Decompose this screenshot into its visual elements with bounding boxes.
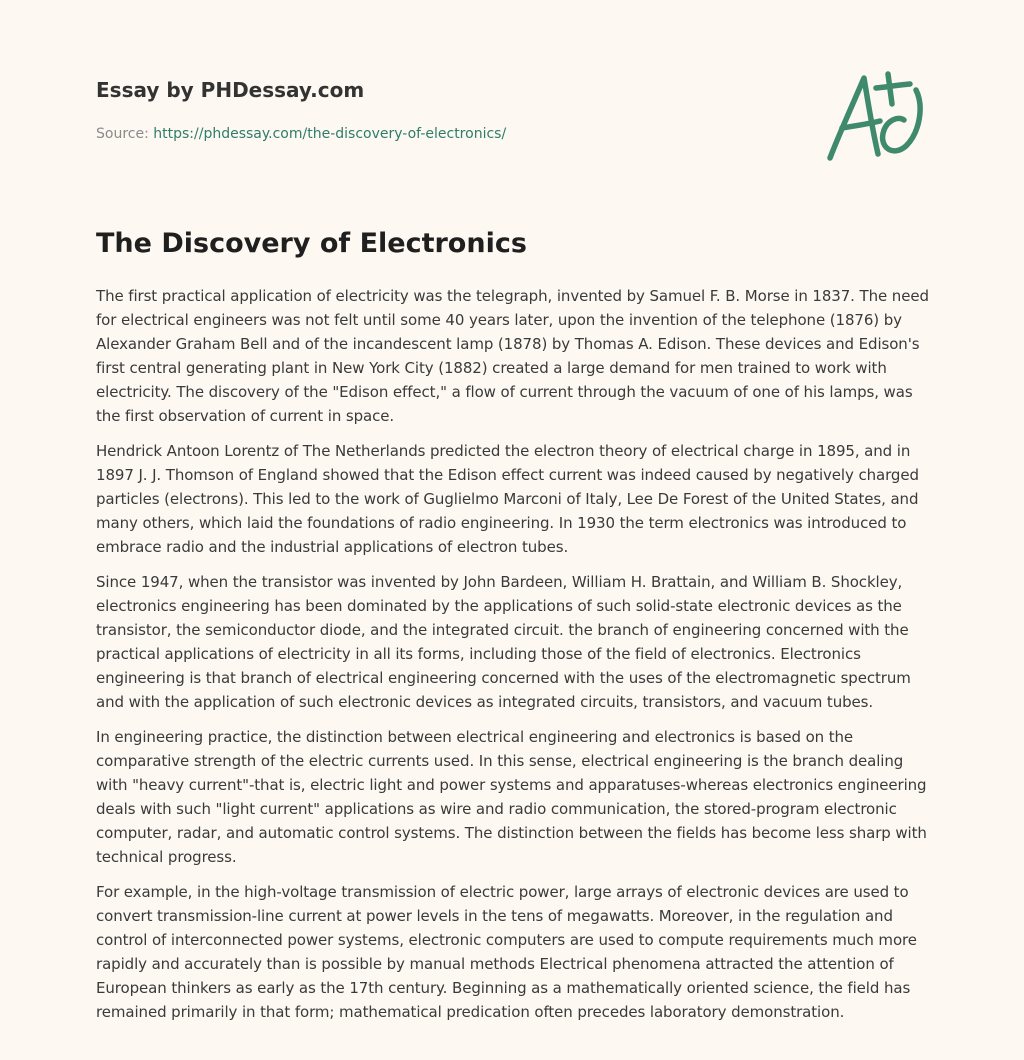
- essay-title: The Discovery of Electronics: [96, 228, 527, 259]
- source-label: Source:: [96, 126, 154, 142]
- source-link[interactable]: https://phdessay.com/the-discovery-of-electronics/: [153, 126, 507, 142]
- a-plus-grade-icon: [820, 66, 930, 166]
- essay-paragraph: The first practical application of electricity was the telegraph, invented by Samuel F. B. Morse in 1837. The need for electrical engineers was not felt until some 40 years later, upon the invention of the telephone (1876) by Alexander Graham Bell and of the incandescent lamp (1878) by Thomas A. Edison. These devices and Edison's first central generating plant in New York City (1882) created a large demand for men trained to work with electricity. The discovery of the "Edison effect," a flow of current through the vacuum of one of his lamps, was the first observation of current in space.: [96, 287, 929, 425]
- essay-body: [96, 284, 930, 1035]
- source-line: [96, 124, 796, 144]
- essay-paragraph: Hendrick Antoon Lorentz of The Netherlands predicted the electron theory of electrical charge in 1895, and in 1897 J. J. Thomson of England showed that the Edison effect current was indeed caused by negatively charged particles (electrons). This led to the work of Guglielmo Marconi of Italy, Lee De Forest of the United States, and many others, which laid the foundations of radio engineering. In 1930 the term electronics was introduced to embrace radio and the industrial applications of electron tubes.: [96, 442, 919, 556]
- page-header: [96, 76, 796, 144]
- essay-paragraph: For example, in the high-voltage transmission of electric power, large arrays of electronic devices are used to convert transmission-line current at power levels in the tens of megawatts. Moreover, in the regulation and control of interconnected power systems, electronic computers are used to compute requirements much more rapidly and accurately than is possible by manual methods Electrical phenomena attracted the attention of European thinkers as early as the 17th century. Beginning as a mathematically oriented science, the field has remained primarily in that form; mathematical predication often precedes laboratory demonstration.: [96, 883, 917, 1021]
- brand-title: Essay by PHDessay.com: [96, 78, 365, 102]
- essay-paragraph: Since 1947, when the transistor was invented by John Bardeen, William H. Brattain, and William B. Shockley, electronics engineering has been dominated by the applications of such solid-state electronic devices as the transistor, the semiconductor diode, and the integrated circuit. the branch of engineering concerned with the practical applications of electricity in all its forms, including those of the field of electronics. Electronics engineering is that branch of electrical engineering concerned with the uses of the electromagnetic spectrum and with the application of such electronic devices as integrated circuits, transistors, and vacuum tubes.: [96, 573, 911, 711]
- essay-paragraph: In engineering practice, the distinction between electrical engineering and electronics is based on the comparative strength of the electric currents used. In this sense, electrical engineering is the branch dealing with "heavy current"-that is, electric light and power systems and apparatuses-whereas electronics engineering deals with such "light current" applications as wire and radio communication, the stored-program electronic computer, radar, and automatic control systems. The distinction between the fields has become less sharp with technical progress.: [96, 728, 927, 866]
